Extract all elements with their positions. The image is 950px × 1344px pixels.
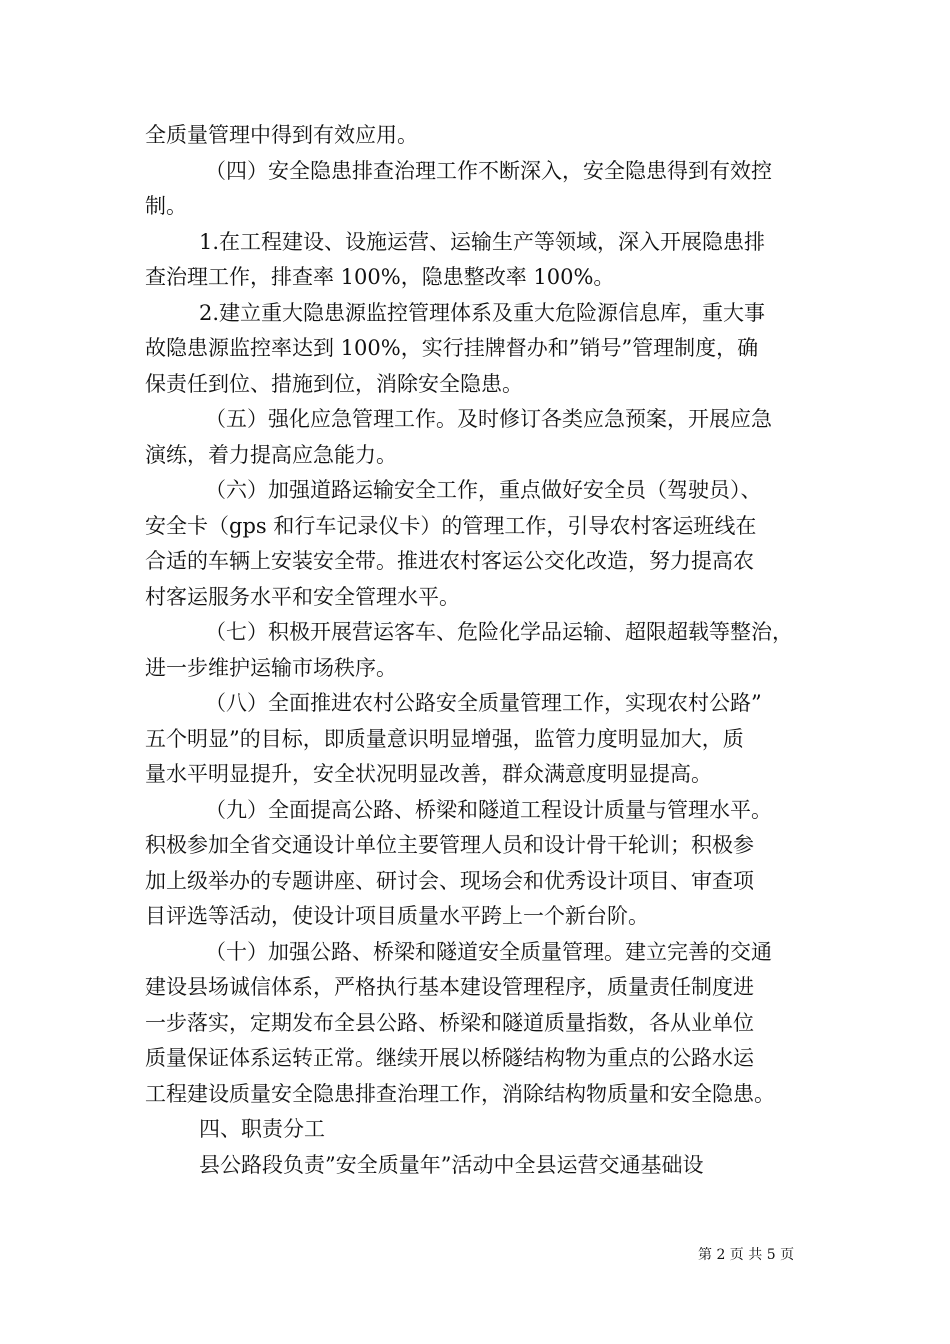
section-heading-4: （四）安全隐患排查治理工作不断深入，安全隐患得到有效控	[205, 158, 772, 183]
paragraph-line: 进一步维护运输市场秩序。	[145, 655, 397, 680]
paragraph-line: 保责任到位、措施到位，消除安全隐患。	[145, 371, 523, 396]
paragraph-line: 目评选等活动，使设计项目质量水平跨上一个新台阶。	[145, 904, 649, 928]
paragraph-line: 村客运服务水平和安全管理水平。	[145, 584, 460, 609]
paragraph-line: 工程建设质量安全隐患排查治理工作，消除结构物质量和安全隐患。	[145, 1081, 775, 1106]
paragraph-line: 加上级举办的专题讲座、研讨会、现场会和优秀设计项目、审查项	[145, 868, 754, 893]
section-heading-9: （九）全面提高公路、桥梁和隧道工程设计质量与管理水平。	[205, 797, 772, 822]
document-body	[145, 118, 817, 1183]
paragraph-line: 县公路段负责”安全质量年”活动中全县运营交通基础设	[199, 1152, 704, 1177]
paragraph-line: 五个明显”的目标，即质量意识明显增强，监管力度明显加大，质	[145, 726, 744, 751]
paragraph-line: 演练，着力提高应急能力。	[145, 442, 397, 467]
list-item-2: 2.建立重大隐患源监控管理体系及重大危险源信息库，重大事	[199, 300, 766, 325]
chapter-heading: 四、职责分工	[199, 1117, 325, 1141]
section-heading-7: （七）积极开展营运客车、危险化学品运输、超限超载等整治，	[205, 620, 793, 644]
paragraph-line: 质量保证体系运转正常。继续开展以桥隧结构物为重点的公路水运	[145, 1046, 754, 1070]
page-number: 第 2 页 共 5 页	[698, 1247, 795, 1263]
paragraph-line: 合适的车辆上安装安全带。推进农村客运公交化改造，努力提高农	[145, 549, 754, 573]
paragraph-line: 故隐患源监控率达到 100%，实行挂牌督办和”销号”管理制度，确	[145, 336, 759, 360]
list-item-1: 1.在工程建设、设施运营、运输生产等领域，深入开展隐患排	[199, 229, 766, 254]
paragraph-line: 建设县场诚信体系，严格执行基本建设管理程序，质量责任制度进	[145, 975, 754, 999]
paragraph-line: 一步落实，定期发布全县公路、桥梁和隧道质量指数，各从业单位	[145, 1010, 754, 1035]
section-heading-6: （六）加强道路运输安全工作，重点做好安全员（驾驶员）、	[205, 478, 762, 502]
paragraph-line: 制。	[145, 194, 187, 218]
section-heading-8: （八）全面推进农村公路安全质量管理工作，实现农村公路”	[205, 691, 762, 715]
paragraph-line: 量水平明显提升，安全状况明显改善，群众满意度明显提高。	[145, 762, 712, 786]
paragraph-line: 全质量管理中得到有效应用。	[145, 123, 418, 147]
section-heading-5: （五）强化应急管理工作。及时修订各类应急预案，开展应急	[205, 407, 772, 431]
paragraph-line: 查治理工作，排查率 100%，隐患整改率 100%。	[145, 265, 615, 289]
paragraph-line: 安全卡（gps 和行车记录仪卡）的管理工作，引导农村客运班线在	[145, 513, 757, 538]
paragraph-line: 积极参加全省交通设计单位主要管理人员和设计骨干轮训；积极参	[145, 833, 754, 857]
section-heading-10: （十）加强公路、桥梁和隧道安全质量管理。建立完善的交通	[205, 939, 772, 964]
